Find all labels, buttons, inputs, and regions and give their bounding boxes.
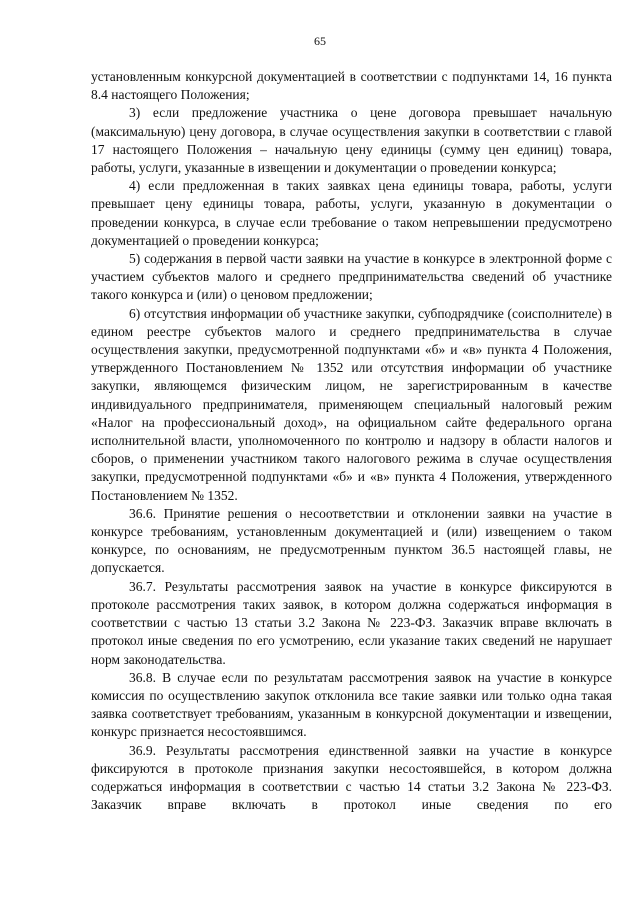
paragraph-9: 36.9. Результаты рассмотрения единственной заявки на участие в конкурсе фиксируются в протоколе признания закупки несостоявшейся, в котором должна содержаться информация в соответствии с частью 14 статьи 3.2 Закона № 223-ФЗ. Заказчик вправе включать в протокол иные сведения по его	[91, 742, 612, 813]
page-number: 65	[314, 34, 326, 48]
paragraph-4: 5) содержания в первой части заявки на участие в конкурсе в электронной форме с участием субъектов малого и среднего предпринимательства сведений об участнике такого конкурса и (или) о ценовом предложении;	[91, 251, 612, 303]
document-body	[91, 68, 612, 814]
paragraph-3: 4) если предложенная в таких заявках цена единицы товара, работы, услуги превышает цену единицы товара, работы, услуги, указанную в документации о проведении конкурса, в случае если требование о таком непревышении предусмотрено документацией о проведении конкурса;	[91, 178, 612, 248]
paragraph-6: 36.6. Принятие решения о несоответствии и отклонении заявки на участие в конкурсе требованиям, установленным документацией и (или) извещением о таком конкурсе, по основаниям, не предусмотренным пунктом 36.5 настоящей главы, не допускается.	[91, 505, 612, 576]
paragraph-8: 36.8. В случае если по результатам рассмотрения заявок на участие в конкурсе комиссия по осуществлению закупок отклонила все такие заявки или только одна такая заявка соответствует требованиям, указанным в конкурсной документации и извещении, конкурс признается несостоявшимся.	[91, 669, 612, 740]
paragraph-2: 3) если предложение участника о цене договора превышает начальную (максимальную) цену договора, в случае осуществления закупки в соответствии с главой 17 настоящего Положения – начальную цену единицы (сумму цен единиц) товара, работы, услуги, указанные в извещении и документации о проведении конкурса;	[91, 105, 612, 176]
paragraph-7: 36.7. Результаты рассмотрения заявок на участие в конкурсе фиксируются в протоколе рассмотрения таких заявок, в котором должна содержаться информация в соответствии с частью 13 статьи 3.2 Закона № 223-ФЗ. Заказчик вправе включать в протокол иные сведения по его усмотрению, если указание таких сведений не нарушает норм законодательства.	[91, 578, 612, 667]
paragraph-5: 6) отсутствия информации об участнике закупки, субподрядчике (соисполнителе) в едином реестре субъектов малого и среднего предпринимательства в случае осуществления закупки, предусмотренной подпунктами «б» и «в» пункта 4 Положения, утвержденного Постановлением № 1352 или отсутствия информации об участнике закупки, являющемся физическим лицом, не зарегистрированным в качестве индивидуального предпринимателя, применяющем специальный налоговый режим «Налог на профессиональный доход», на официальном сайте федерального органа исполнительной власти, уполномоченного по контролю и надзору в области налогов и сборов, о применении участником такого налогового режима в случае осуществления закупки, предусмотренной подпунктами «б» и «в» пункта 4 Положения, утвержденного Постановлением № 1352.	[91, 305, 612, 503]
paragraph-1: установленным конкурсной документацией в соответствии с подпунктами 14, 16 пункта 8.4 настоящего Положения;	[91, 69, 612, 103]
